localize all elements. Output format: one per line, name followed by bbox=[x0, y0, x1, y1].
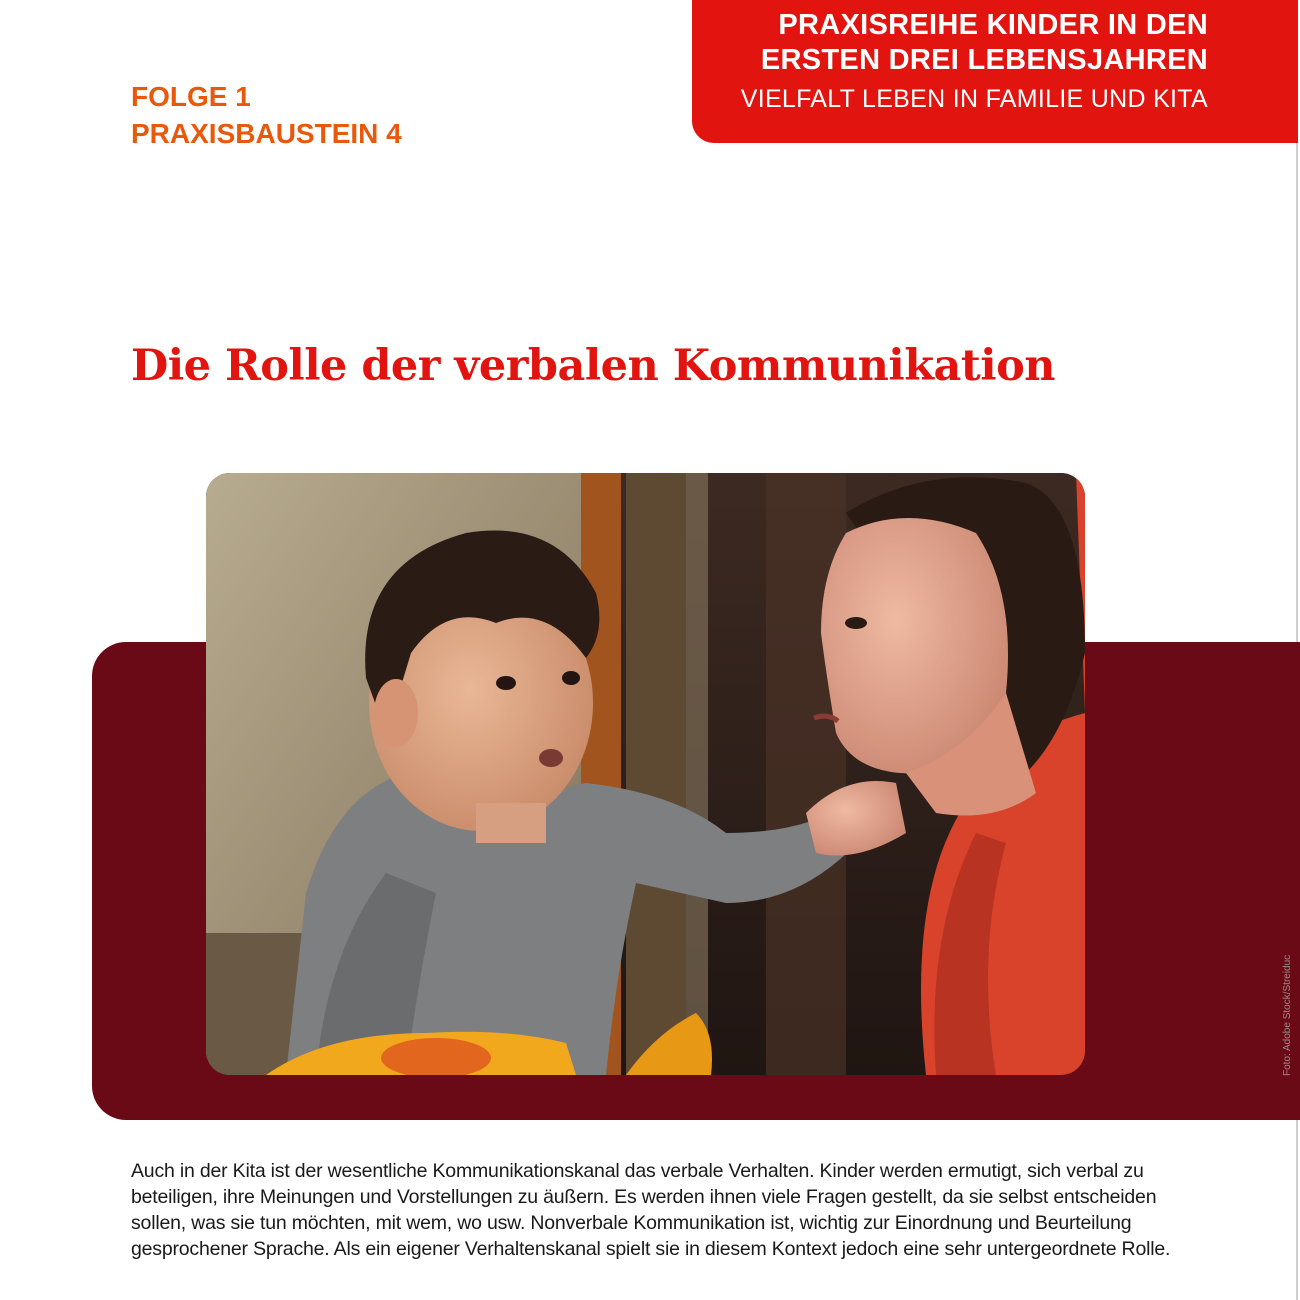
praxisbaustein-label: PRAXISBAUSTEIN 4 bbox=[131, 118, 402, 149]
photo-child-and-mother bbox=[206, 473, 1085, 1075]
series-header-box bbox=[692, 0, 1298, 143]
series-subtitle: VIELFALT LEBEN IN FAMILIE UND KITA bbox=[740, 85, 1208, 113]
page-title: Die Rolle der verbalen Kommunikation bbox=[131, 341, 1056, 391]
folge-label: FOLGE 1 bbox=[131, 81, 251, 112]
body-paragraph: Auch in der Kita ist der wesentliche Kommunikationskanal das verbale Verhalten. Kinder werden ermutigt, sich verbal zu beteiligen, ihre Meinungen und Vorstellungen zu äußern. Es werden ihnen viele Fragen gestellt, da sie selbst entscheiden sollen, was sie tun möchten, mit wem, wo usw. Nonverbale Kommunikation ist, wichtig zur Einordnung und Beurteilung gesprochener Sprache. Als ein eigener Verhaltenskanal spielt sie in diesem Kontext jedoch eine sehr untergeordnete Rolle. bbox=[131, 1160, 1171, 1260]
photo-credit: Foto: Adobe Stock/Streiduc bbox=[1282, 954, 1293, 1076]
series-title-line-2: ERSTEN DREI LEBENSJAHREN bbox=[760, 44, 1208, 76]
series-title bbox=[761, 8, 1208, 78]
episode-label bbox=[131, 78, 402, 152]
series-title-line-1: PRAXISREIHE KINDER IN DEN bbox=[778, 9, 1208, 41]
